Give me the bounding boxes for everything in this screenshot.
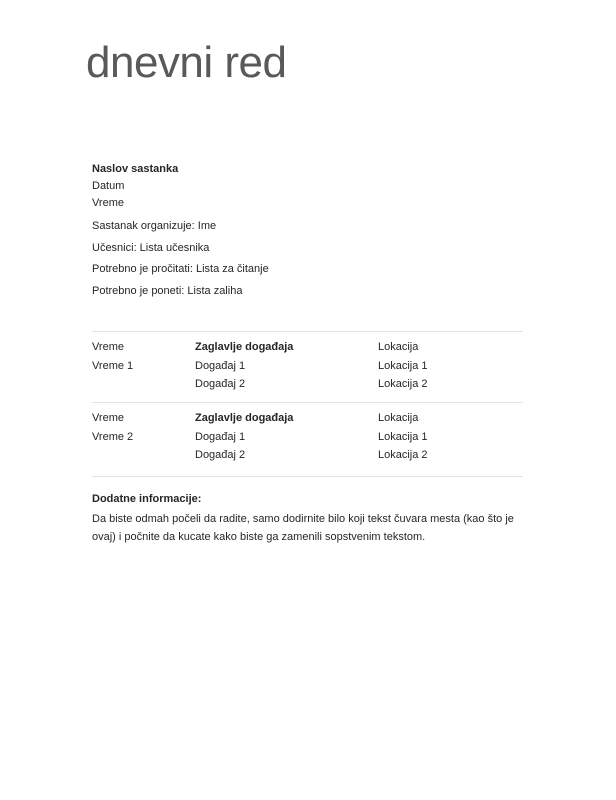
additional-info-block (92, 492, 536, 546)
additional-info-text: Da biste odmah počeli da radite, samo dodirnite bilo koji tekst čuvara mesta (kao što je ovaj) i počnite da kucate kako biste ga zamenili sopstvenim tekstom. (92, 513, 514, 543)
table-row (92, 357, 523, 376)
agenda-1-row-2-time (92, 375, 195, 394)
agenda-section-1 (92, 331, 523, 394)
detail-participants: Učesnici: Lista učesnika (92, 241, 210, 254)
agenda-2-row-1-time: Vreme 2 (92, 430, 134, 443)
agenda-1-row-1-time: Vreme 1 (92, 359, 134, 372)
agenda-1-row-1-location: Lokacija 1 (378, 359, 428, 372)
document-title: dnevni red (86, 38, 287, 87)
table-row (92, 428, 523, 447)
agenda-2-row-1-event: Događaj 1 (195, 430, 246, 443)
meeting-date-placeholder: Datum (92, 180, 125, 192)
agenda-section-2 (92, 402, 523, 465)
detail-reading-list: Potrebno je pročitati: Lista za čitanje (92, 263, 269, 275)
agenda-1-header-location: Lokacija (378, 341, 419, 353)
additional-info-heading: Dodatne informacije: (92, 493, 202, 505)
agenda-2-row-2-event: Događaj 2 (195, 449, 246, 461)
meeting-title-placeholder: Naslov sastanka (92, 163, 179, 175)
agenda-2-row-1-location: Lokacija 1 (378, 430, 428, 443)
table-row (92, 375, 523, 394)
agenda-1-row-2-location: Lokacija 2 (378, 378, 428, 390)
agenda-1-row-1-event: Događaj 1 (195, 359, 246, 372)
agenda-2-header-time: Vreme (92, 412, 124, 424)
agenda-1-header-row (92, 338, 523, 357)
detail-organizer: Sastanak organizuje: Ime (92, 220, 217, 232)
agenda-1-row-2-event: Događaj 2 (195, 378, 246, 390)
detail-supplies-list: Potrebno je poneti: Lista zaliha (92, 284, 243, 297)
agenda-2-header-location: Lokacija (378, 412, 419, 424)
meeting-time-placeholder: Vreme (92, 197, 124, 209)
agenda-2-row-2-time (92, 446, 195, 465)
bottom-divider (92, 476, 523, 477)
agenda-1-header-event: Zaglavlje događaja (195, 341, 294, 353)
table-row (92, 446, 523, 465)
agenda-1-header-time: Vreme (92, 341, 124, 353)
agenda-2-header-event: Zaglavlje događaja (195, 412, 294, 424)
meeting-info-block (92, 161, 178, 212)
meeting-details-block (92, 216, 269, 302)
agenda-2-header-row (92, 409, 523, 428)
agenda-2-row-2-location: Lokacija 2 (378, 449, 428, 461)
